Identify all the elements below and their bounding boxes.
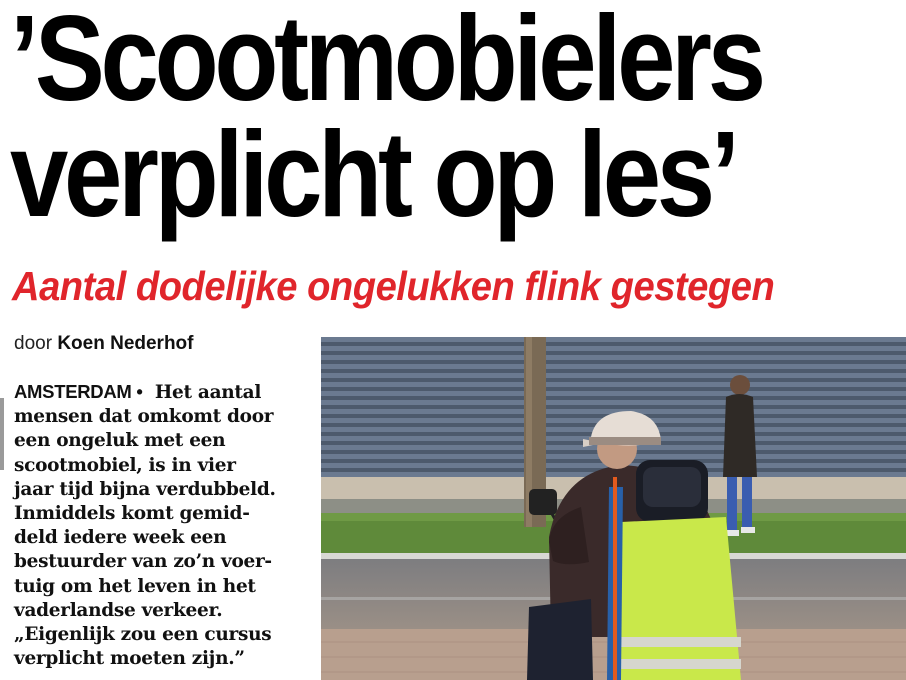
article-line-text: Het aantal <box>154 382 262 403</box>
headline <box>10 0 775 242</box>
article-body <box>14 380 314 671</box>
article-line: jaar tijd bijna verdubbeld. <box>14 478 276 500</box>
article-line: scootmobiel, is in vier <box>14 454 236 476</box>
byline <box>14 333 194 355</box>
article-photo <box>321 337 906 680</box>
headline-line-1: ’Scootmobielers <box>10 0 762 126</box>
headline-line-2: verplicht op les’ <box>10 106 736 242</box>
scootmobiel-photo <box>321 337 906 680</box>
article-line: verplicht moeten zijn.” <box>14 648 245 670</box>
article-line: tuig om het leven in het <box>14 575 256 597</box>
article-line: deld iedere week een <box>14 527 227 549</box>
article-line: bestuurder van zo’n voer- <box>14 551 272 573</box>
article-line <box>14 380 314 405</box>
byline-prefix: door <box>14 333 53 354</box>
article-line: vaderlandse verkeer. <box>14 599 223 621</box>
byline-author: Koen Nederhof <box>57 333 194 354</box>
subheadline: Aantal dodelijke ongelukken flink gestegen <box>12 263 775 309</box>
article-line: „Eigenlijk zou een cursus <box>14 624 272 646</box>
page-edge-mark <box>0 398 4 470</box>
dateline: AMSTERDAM • <box>14 381 143 402</box>
article-line: een ongeluk met een <box>14 430 226 452</box>
article-line: Inmiddels komt gemid- <box>14 503 250 525</box>
article-line: mensen dat omkomt door <box>14 406 274 428</box>
